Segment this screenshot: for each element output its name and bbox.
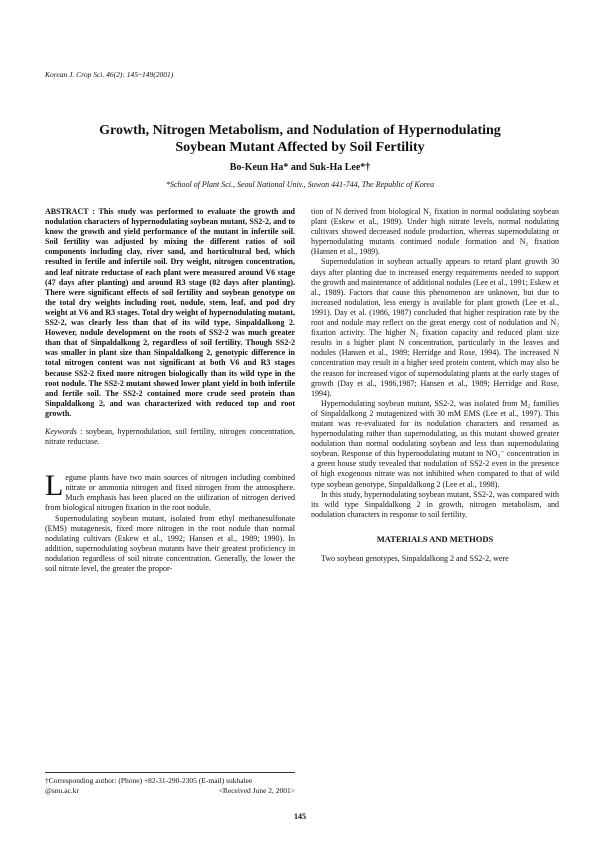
- keywords-label: Keywords: [45, 426, 77, 436]
- author-list: Bo-Keun Ha* and Suk-Ha Lee*†: [229, 162, 371, 173]
- methods-paragraph-1: Two soybean genotypes, Sinpaldalkong 2 and SS2-2, were: [321, 554, 509, 563]
- keywords-text: : soybean, hypernodulation, soil fertility, nitrogen concentration, nitrate reductase.: [45, 426, 295, 447]
- affiliation: *School of Plant Sci., Seoul National Univ., Suwon 441-744, The Republic of Korea: [165, 180, 435, 189]
- received-date: <Received June 2, 2001>: [218, 785, 295, 795]
- footnote-line-1: †Corresponding author: (Phone) +82-31-290-2305 (E-mail) sukhalee: [45, 776, 253, 785]
- methods-heading: MATERIALS AND METHODS: [376, 533, 494, 544]
- abstract: [45, 207, 295, 419]
- footnote-email-tail: @snu.ac.kr: [45, 785, 79, 795]
- abstract-label: ABSTRACT :: [45, 207, 99, 216]
- keywords: [45, 427, 295, 447]
- title-line-2: Soybean Mutant Affected by Soil Fertility: [175, 140, 425, 155]
- footnote-line-2: [45, 786, 295, 796]
- journal-citation: Korean J. Crop Sci. 46(2): 145~149(2001): [45, 70, 174, 79]
- intro-paragraph-2: Supernodulating soybean mutant, isolated from ethyl methanesulfonate (EMS) mutagenesis, fixed more nitrogen in the root nodule than normal nodulating cultivars (Eskew et al., 1992; Hansen et al., 1989; 1990). In addition, supernodulating soybean mutants have their greatest proficiency in nodulation regardless of soil nitrate concentration. Generally, the lower the soil nitrate level, the greater the propor-: [45, 513, 295, 573]
- right-column: [311, 207, 559, 564]
- intro-paragraph-4: Supernodulation in soybean actually appears to retard plant growth 30 days after planting due to increased energy requirements needed to support the growth and maintenance of additional nodules (Lee et al., 1991; Eskew et al., 1989). Factors that cause this phenomenon are unknown, but due to increased nodulation, less energy is available for plant growth (Lee et al., 1991). Day et al. (1986, 1987) concluded that higher respiration rate by the root and nodule may reflect on the great energy cost of nodulation and N₂ fixation activity. The higher N₂ fixation capacity and reduced plant size results in a higher plant N concentration, particularly in the leaves and nodules (Hansen et al., 1989; Herridge and Rose, 1994). The increased N concentration may result in a higher seed protein content, which may also be the reason for increased vigor of supernodulating plants at the early stages of growth (Day et al., 1986,1987; Hansen et al., 1989; Herridge and Rose, 1994).: [311, 257, 559, 398]
- intro-paragraph-6: In this study, hypernodulating soybean mutant, SS2-2, was compared with its wild type Sinpaldalkong 2 in growth, nitrogen metabolism, and nodulation characters in response to soil fertility.: [311, 489, 559, 519]
- corresponding-author-footnote: [45, 772, 295, 795]
- abstract-text: This study was performed to evaluate the growth and nodulation characters of hypernodulating soybean mutant, SS2-2, and to know the growth and yield performance of the mutant in infertile soil. Soil fertility was adjusted by mixing the different ratios of soil components including clay, river sand, and horticultural bed, which resulted in fertile and infertile soil. Dry weight, nitrogen concentration, and leaf nitrate reductase of each plant were measured around V6 stage (47 days after planting) and around R3 stage (82 days after planting). There were significant effects of soil fertility and soybean genotype on the total dry weights including root, nodule, stem, leaf, and pod dry weight at V6 and R3 stages. Total dry weight of hypernodulating mutant, SS2-2, was clearly less than that of its wild type, Sinpaldalkong 2. However, nodule development on the roots of SS2-2 was much greater than that of Sinpaldalkong 2, regardless of soil fertility. Though SS2-2 was smaller in plant size than Sinpaldalkong 2, genotypic difference in total nitrogen content was not significant at both V6 and R3 stages because SS2-2 fixed more nitrogen biologically than its wild type in the root nodule. The SS2-2 mutant showed lower plant yield in both infertile and fertile soil. The SS2-2 contained more crude seed protein than Sinpaldalkong 2, and was characterized with reduced top and root growth.: [45, 207, 295, 418]
- intro-paragraph-3: tion of N derived from biological N₂ fixation in normal nodulating soybean plant (Eskew et al., 1989). Under high nitrate levels, normal nodulating cultivars showed decreased nodule production, whereas supernodulating or hypernodulating mutants continued nodule formation and N₂ fixation (Hansen et al., 1989).: [311, 207, 559, 257]
- drop-cap: L: [45, 469, 64, 503]
- intro-paragraph-1-text: egume plants have two main sources of nitrogen including combined nitrate or ammonia nitrogen and fixed nitrogen from the atmosphere. Much emphasis has been placed on the utilization of nitrogen derived from biological nitrogen fixation in the root nodule.: [45, 473, 295, 513]
- left-column: [45, 207, 295, 574]
- intro-paragraph-5: Hypernodulating soybean mutant, SS2-2, was isolated from M₂ families of Sinpaldalkong 2 mutagenized with 30 mM EMS (Lee et al., 1997). This mutant was re-evaluated for its nodulation characters and renamed as hypernodulating rather than supernodulating, as this mutant showed greater nodulation than normal nodulating soybean and less than supernodulating soybean. Response of this hypernodulating mutant to NO₃⁻ concentration in a green house study revealed that nodulation of SS2-2 even in the presence of high exogenous nitrate was not inhibited when compared to that of wild type soybean genotype, Sinpaldalkong 2 (Lee et al., 1998).: [311, 398, 559, 489]
- title-line-1: Growth, Nitrogen Metabolism, and Nodulation of Hypernodulating: [99, 123, 501, 138]
- page-number: 145: [294, 812, 306, 821]
- paper-title: [0, 122, 600, 156]
- intro-paragraph-1: [45, 469, 295, 513]
